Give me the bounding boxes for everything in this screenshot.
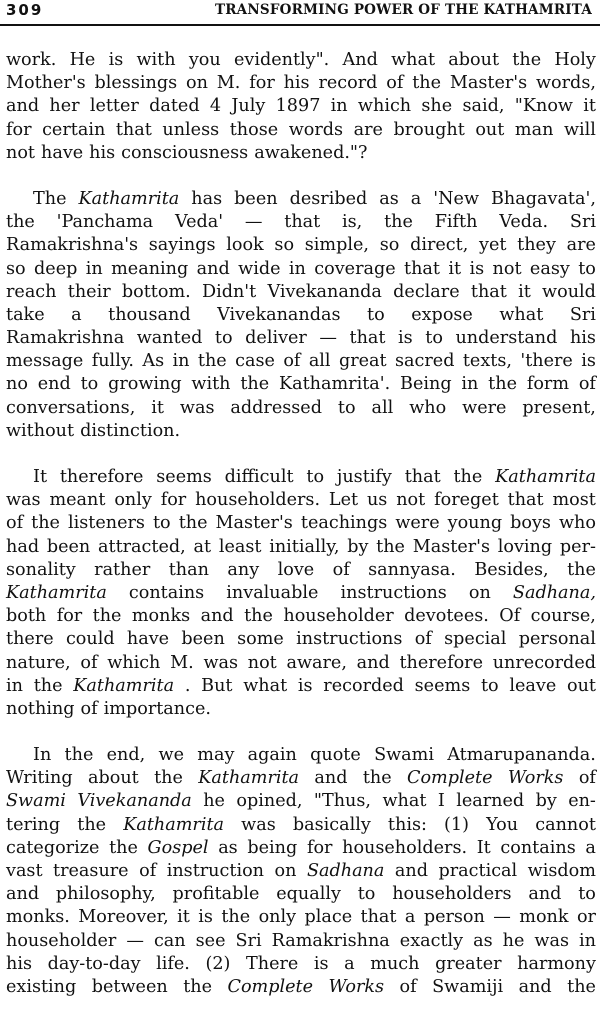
paragraph-1 (6, 49, 596, 165)
page-header (0, 0, 600, 26)
text-line: in the Kathamrita . But what is recorded seems to leave out (6, 675, 596, 696)
text-line: was meant only for householders. Let us not foreget that most (6, 490, 596, 511)
text-line: for certain that unless those words are brought out man will (6, 119, 596, 140)
paragraph-2 (6, 188, 596, 443)
text-line: tering the Kathamrita was basically this: (1) You cannot (6, 814, 596, 835)
text-line: of the listeners to the Master's teachings were young boys who (6, 513, 596, 534)
text-line: no end to growing with the Kathamrita'. Being in the form of (6, 374, 596, 395)
text-line: not have his consciousness awakened."? (6, 142, 368, 163)
text-line: vast treasure of instruction on Sadhana and practical wisdom (6, 861, 596, 881)
text-line: had been attracted, at least initially, by the Master's loving per- (6, 536, 596, 557)
text-line: Writing about the Kathamrita and the Complete Works of (6, 768, 596, 789)
text-line: Mother's blessings on M. for his record of the Master's words, (6, 73, 596, 94)
text-line: take a thousand Vivekanandas to expose what Sri (6, 304, 596, 325)
text-line: both for the monks and the householder devotees. Of course, (6, 606, 596, 627)
text-line: reach their bottom. Didn't Vivekananda declare that it would (6, 281, 596, 302)
text-line: there could have been some instructions of special personal (6, 629, 596, 650)
text-line: message fully. As in the case of all great sacred texts, 'there is (6, 351, 596, 372)
text-line: It therefore seems difficult to justify that the Kathamrita (33, 467, 596, 487)
page-number: 309 (6, 1, 44, 19)
text-line: In the end, we may again quote Swami Atmarupananda. (33, 745, 596, 766)
text-line: and her letter dated 4 July 1897 in which she said, "Know it (6, 96, 596, 117)
body-text (6, 49, 596, 1022)
text-line: Ramakrishna's sayings look so simple, so direct, yet they are (6, 235, 596, 256)
paragraph-3 (6, 466, 596, 721)
text-line: The Kathamrita has been desribed as a 'New Bhagavata', (33, 188, 596, 209)
text-line: nature, of which M. was not aware, and therefore unrecorded (6, 652, 596, 673)
running-head: TRANSFORMING POWER OF THE KATHAMRITA (215, 2, 592, 18)
text-line: and philosophy, profitable equally to householders and to (6, 884, 596, 905)
text-line: Kathamrita contains invaluable instructions on Sadhana, (6, 582, 596, 603)
text-line: existing between the Complete Works of Swamiji and the (6, 976, 596, 997)
text-line: his day-to-day life. (2) There is a much greater harmony (6, 953, 596, 974)
text-line: without distinction. (6, 420, 181, 441)
text-line: categorize the Gospel as being for householders. It contains a (6, 837, 596, 858)
text-line: so deep in meaning and wide in coverage that it is not easy to (6, 258, 596, 279)
paragraph-4 (6, 744, 596, 999)
text-line: nothing of importance. (6, 698, 211, 719)
text-line: conversations, it was addressed to all who were present, (6, 397, 596, 418)
text-line: work. He is with you evidently". And what about the Holy (6, 50, 596, 70)
text-line: householder — can see Sri Ramakrishna exactly as he was in (6, 930, 596, 951)
text-line: sonality rather than any love of sannyasa. Besides, the (6, 559, 596, 580)
text-line: monks. Moreover, it is the only place that a person — monk or (6, 907, 596, 928)
text-line: the 'Panchama Veda' — that is, the Fifth Veda. Sri (6, 212, 596, 233)
text-line: Ramakrishna wanted to deliver — that is to understand his (6, 328, 596, 349)
text-line: Swami Vivekananda he opined, "Thus, what I learned by en- (6, 791, 596, 812)
